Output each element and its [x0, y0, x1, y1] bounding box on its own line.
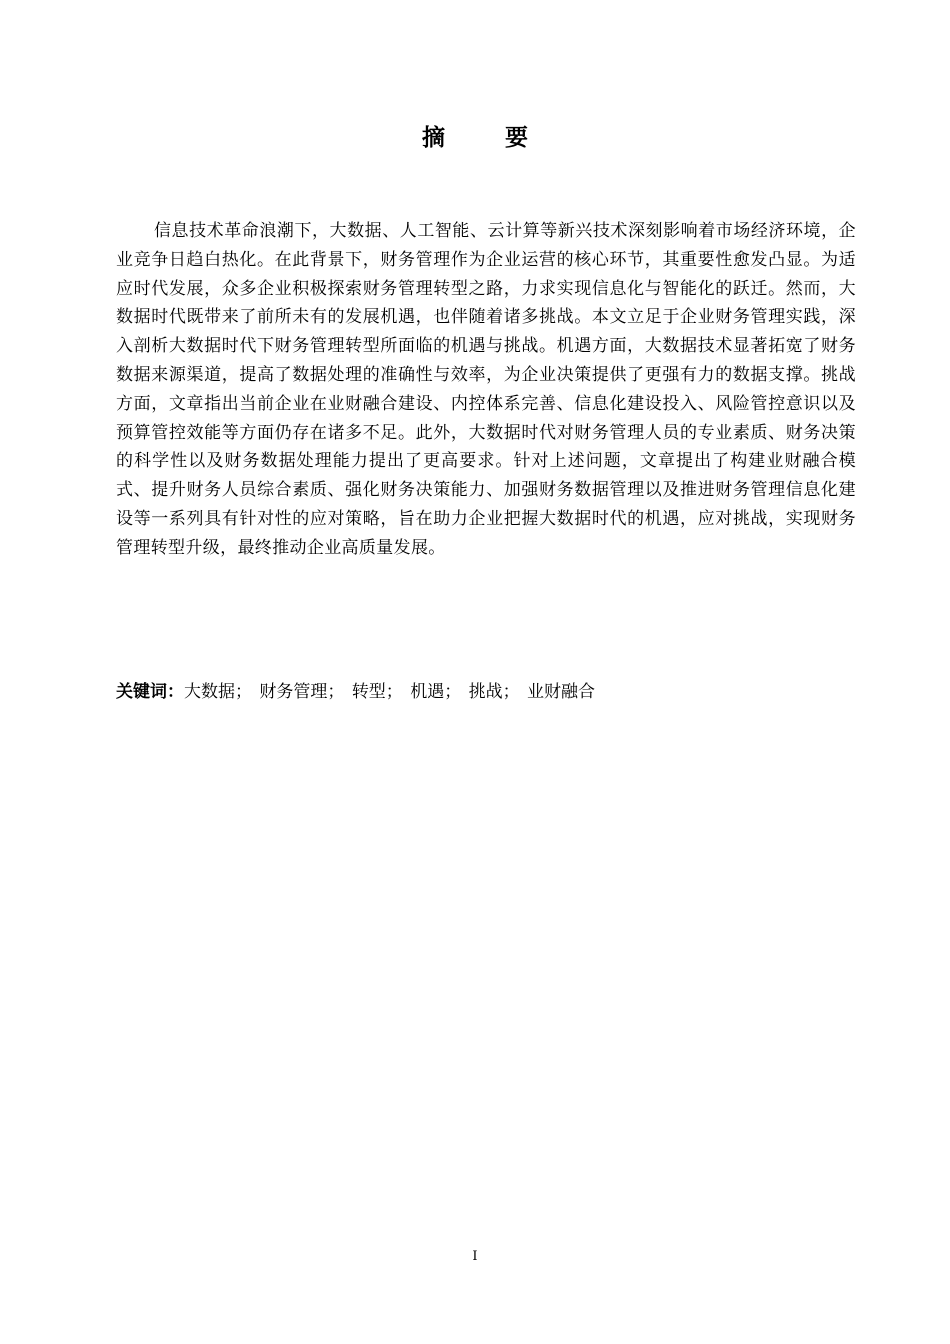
page-number: I [472, 1249, 478, 1264]
keyword-item: 财务管理； [259, 682, 345, 702]
keyword-item: 业财融合 [527, 682, 596, 702]
keyword-item: 大数据； [184, 682, 252, 702]
keyword-item: 转型； [351, 682, 403, 702]
abstract-title: 摘 要 [421, 125, 554, 151]
keywords-line [116, 679, 856, 705]
abstract-body: 信息技术革命浪潮下，大数据、人工智能、云计算等新兴技术深刻影响着市场经济环境，企业竞争日趋白热化。在此背景下，财务管理作为企业运营的核心环节，其重要性愈发凸显。为适应时代发展，众多企业积极探索财务管理转型之路，力求实现信息化与智能化的跃迁。然而，大数据时代既带来了前所未有的发展机遇，也伴随着诸多挑战。本文立足于企业财务管理实践，深入剖析大数据时代下财务管理转型所面临的机遇与挑战。机遇方面，大数据技术显著拓宽了财务数据来源渠道，提高了数据处理的准确性与效率，为企业决策提供了更强有力的数据支撑。挑战方面，文章指出当前企业在业财融合建设、内控体系完善、信息化建设投入、风险管控意识以及预算管控效能等方面仍存在诸多不足。此外，大数据时代对财务管理人员的专业素质、财务决策的科学性以及财务数据处理能力提出了更高要求。针对上述问题，文章提出了构建业财融合模式、提升财务人员综合素质、强化财务决策能力、加强财务数据管理以及推进财务管理信息化建设等一系列具有针对性的应对策略，旨在助力企业把握大数据时代的机遇，应对挑战，实现财务管理转型升级，最终推动企业高质量发展。 [116, 221, 856, 558]
keyword-item: 机遇； [410, 682, 462, 702]
keywords-label: 关键词： [116, 682, 184, 702]
keyword-item: 挑战； [468, 682, 520, 702]
